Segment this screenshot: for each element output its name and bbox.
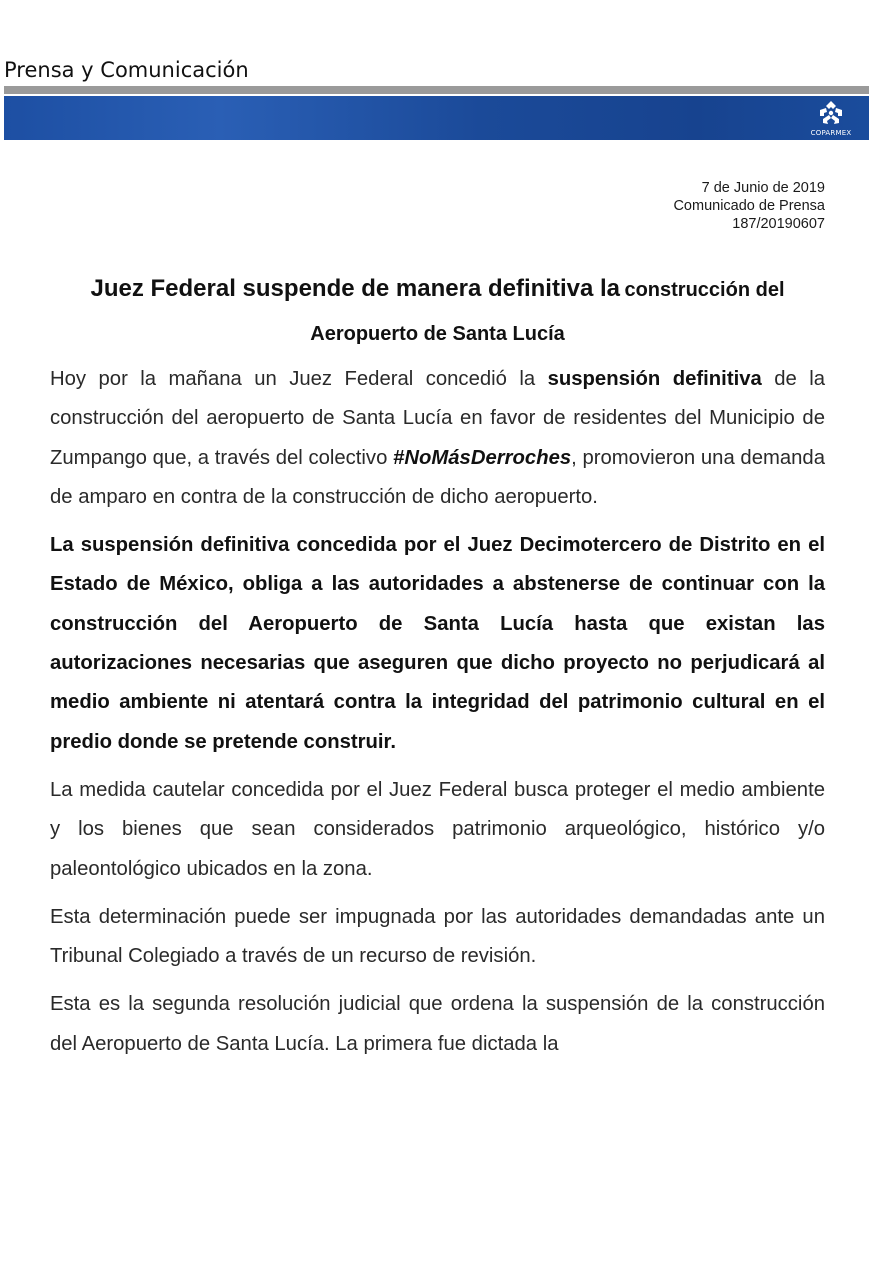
document-date: 7 de Junio de 2019 — [701, 180, 825, 196]
header-band — [4, 96, 869, 140]
paragraph-4: Esta determinación puede ser impugnada por las autoridades demandadas ante un Tribunal Colegiado a través de un recurso de revisión. — [50, 905, 825, 968]
headline — [50, 268, 825, 357]
section-title: Prensa y Comunicación — [4, 58, 249, 82]
paragraph-1 — [50, 360, 825, 517]
document-type: Comunicado de Prensa — [673, 198, 825, 214]
coparmex-logo — [807, 100, 855, 138]
paragraph-1-text-c: de la construcción del aeropuerto de Santa Lucía en favor de residentes del Municipio de Zumpango que, a través del colectivo — [50, 368, 825, 469]
headline-part-1: Juez Federal suspende de manera definitiva la — [90, 275, 621, 302]
paragraph-1-emphasis: suspensión definitiva — [547, 368, 762, 390]
paragraph-1-text-a: Hoy por la mañana un Juez Federal concedió la — [50, 368, 548, 390]
headline-part-2: construcción del — [624, 279, 785, 301]
paragraph-5: Esta es la segunda resolución judicial que ordena la suspensión de la construcción del Aeropuerto de Santa Lucía. La primera fue dictada la — [50, 993, 825, 1055]
press-release-body — [50, 360, 825, 1073]
header-divider — [4, 86, 869, 94]
document-number: 187/20190607 — [732, 216, 825, 232]
hashtag: #NoMásDerroches — [393, 446, 572, 469]
headline-part-3: Aeropuerto de Santa Lucía — [310, 323, 565, 345]
coparmex-emblem-icon — [814, 100, 848, 126]
paragraph-1-text-d: , promovieron una demanda de amparo en contra de la construcción de dicho aeropuerto. — [50, 446, 825, 508]
paragraph-3: La medida cautelar concedida por el Juez Federal busca proteger el medio ambiente y los bienes que sean considerados patrimonio arqueológico, histórico y/o paleontológico ubicados en la zona. — [50, 778, 825, 880]
logo-wordmark: COPARMEX — [810, 129, 852, 137]
paragraph-2: La suspensión definitiva concedida por el Juez Decimotercero de Distrito en el Estado de México, obliga a las autoridades a abstenerse de continuar con la construcción del Aeropuerto de Santa Lucía hasta que existan las autorizaciones necesarias que aseguren que dicho proyecto no perjudicará al medio ambiente ni atentará contra la integridad del patrimonio cultural en el predio donde se pretende construir. — [50, 534, 825, 753]
document-meta — [673, 179, 825, 233]
